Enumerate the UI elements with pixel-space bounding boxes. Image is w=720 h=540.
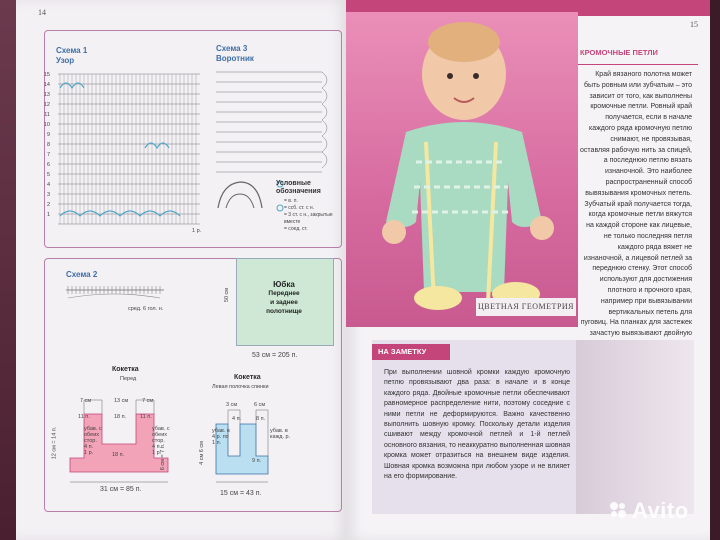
yoke-front-dim-1: 7 см bbox=[80, 398, 92, 404]
yoke-front-height-left: 12 см = 14 п. bbox=[51, 426, 58, 460]
yoke-left-bottom: 15 см = 43 п. bbox=[220, 490, 262, 497]
skirt-height: 50 см bbox=[224, 287, 231, 303]
yoke-front-loops-3: 11 п. bbox=[140, 414, 152, 420]
scheme3-title: Схема 3 bbox=[216, 44, 248, 53]
photo-caption: ЦВЕТНАЯ ГЕОМЕТРИЯ bbox=[476, 298, 576, 316]
sidebar-text: Край вязаного полотна может быть ровным или зубчатым – это зависит от того, как выполнены кромочные петли. Ровный край получается, если в начале каждого ряда кромочную петлю снимают, не провязывая, оставляя рабочую нить за спицей, а последнюю петлю вязать изнаночной. Это наиболее распространенный способ вывязывания кромочных петель. Зубчатый край получается тогда, когда кромочные петли вяжутся на каждой стороне как лицевые, не только последняя петля каждого ряда вяжет не изнаночной, а лицевой петлей за переднюю стенку. Этот способ используют для достижения плотного и прочного края, например при вывязывании вертикальных петель для пуговиц. На планках для застежек зачастую вывязывают двойную bbox=[580, 71, 692, 338]
yoke-front-title: Кокетка bbox=[112, 366, 139, 373]
row-numbers: 15 14 13 12 11 10 9 8 7 6 5 4 3 2 1 bbox=[43, 72, 50, 218]
note-heading: НА ЗАМЕТКУ bbox=[372, 344, 450, 360]
page-number-left: 14 bbox=[38, 8, 46, 17]
scheme3-subtitle: Воротник bbox=[216, 54, 254, 63]
yoke-left-side-note-2: убав. в кажд. р. bbox=[270, 428, 291, 440]
legend-items: = в. п. = ссб. ст. с н. = 3 ст. с н., закрытые вместе = соед. ст. bbox=[284, 198, 333, 232]
yoke-left-dim-1: 3 см bbox=[226, 402, 238, 408]
yoke-front-height-right: 6 см = 7 п. bbox=[160, 443, 167, 471]
row-number-first: 1 р. bbox=[192, 228, 202, 234]
scheme1-pattern-chart bbox=[50, 66, 210, 238]
yoke-front-dim-2: 13 см bbox=[114, 398, 129, 404]
yoke-left-sub: Левая полочка спинки bbox=[212, 384, 269, 390]
avito-watermark: Avito bbox=[632, 498, 689, 523]
skirt-title: Юбка bbox=[273, 280, 295, 289]
baby-illustration bbox=[346, 12, 578, 327]
yoke-left-height: 4 см 6 см bbox=[198, 441, 205, 465]
yoke-front-notes-right: убав. с обеих стор. 4 п. 1 р. bbox=[152, 426, 170, 456]
yoke-left-loops-1: 4 п. bbox=[232, 416, 242, 422]
yoke-front-bottom: 31 см = 85 п. bbox=[100, 486, 142, 493]
skirt-labels: Юбка Переднее и заднее полотнище bbox=[236, 280, 332, 316]
page-number-right: 15 bbox=[690, 20, 698, 29]
yoke-left-side-note-1: убав. в 4 р. по 1 п. bbox=[212, 428, 230, 446]
yoke-left-dim-2: 6 см bbox=[254, 402, 266, 408]
note-strip bbox=[576, 340, 694, 514]
yoke-left-center: 9 п. bbox=[252, 458, 262, 464]
scheme2-chart bbox=[64, 280, 166, 306]
avito-logo-icon bbox=[608, 500, 628, 520]
scheme2-title: Схема 2 bbox=[66, 270, 98, 279]
note-text: При выполнении шовной кромки каждую кромочную петлю провязывают два раза: в начале и в конце каждого ряда. Двойные кромочные петли обеспечивают равномерное распределение нити, поэтому соседние с ними петли не деформируются. Важно качественно выполнить шовную кромку. Поскольку детали изделия сшивают между кромочной петлей и 1-й петлей основного вязания, то неаккуратно выполненная шовная кромка может отразиться на внешнем виде изделия. Шовная кромка возможна при любом узоре и не влияет на его формирование. bbox=[384, 369, 570, 481]
yoke-front-loops-2: 18 п. bbox=[114, 414, 127, 420]
yoke-left-loops-2: 8 п. bbox=[256, 416, 266, 422]
scheme2-note: сред. 6 гол. н. bbox=[128, 306, 164, 312]
scheme1-subtitle: Узор bbox=[56, 56, 75, 65]
yoke-left-title: Кокетка bbox=[234, 374, 261, 381]
baby-photo bbox=[346, 12, 578, 327]
yoke-front-dim-3: 7 см bbox=[142, 398, 154, 404]
yoke-front-sub: Перед bbox=[120, 376, 137, 382]
sidebar-heading: КРОМОЧНЫЕ ПЕТЛИ bbox=[578, 48, 698, 65]
scheme1-title: Схема 1 bbox=[56, 46, 88, 55]
skirt-width: 53 см = 205 п. bbox=[252, 352, 298, 359]
yoke-front-notes-left: убав. с обеих стор. 4 п. 1 р. bbox=[84, 426, 102, 456]
yoke-front-center: 18 п. bbox=[112, 452, 125, 458]
yoke-front-loops-1: 11 п. bbox=[78, 414, 90, 420]
legend-title: Условные обозначения bbox=[276, 180, 321, 195]
